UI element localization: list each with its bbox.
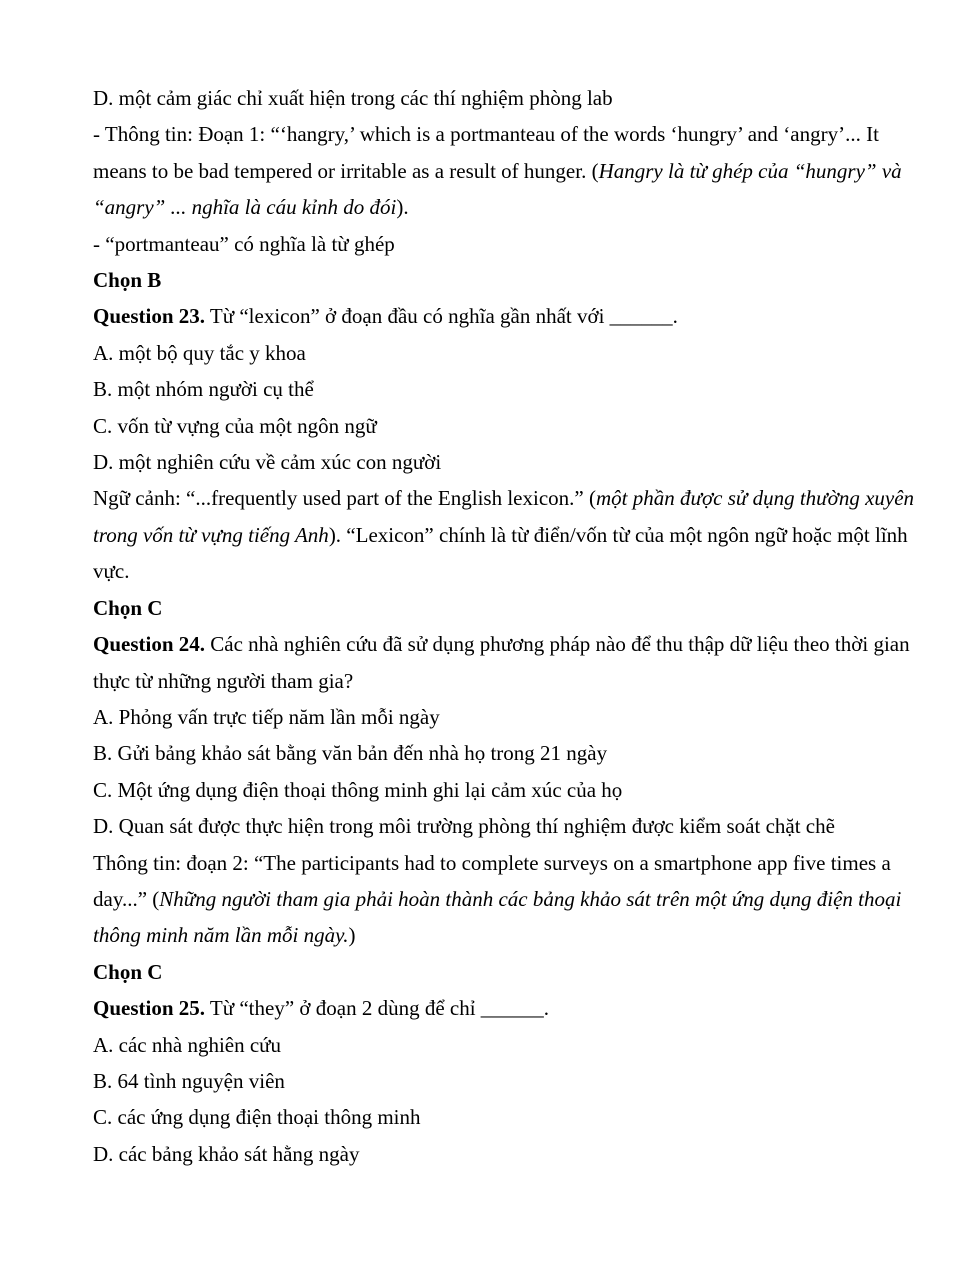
text-segment: - “portmanteau” có nghĩa là từ ghép <box>93 231 395 256</box>
document-body <box>93 80 915 1172</box>
text-segment: A. Phỏng vấn trực tiếp năm lần mỗi ngày <box>93 704 440 729</box>
text-segment: means to be bad tempered or irritable as a result of hunger. ( <box>93 158 599 183</box>
q22-answer-key <box>93 262 893 298</box>
q22-info-line-2 <box>93 153 902 189</box>
text-segment: Từ “they” ở đoạn 2 dùng để chỉ ______. <box>205 996 550 1021</box>
q24-option-a <box>93 699 893 735</box>
text-segment: Các nhà nghiên cứu đã sử dụng phương pháp nào để thu thập dữ liệu theo thời gian <box>205 632 910 657</box>
q24-question-line-2 <box>93 663 893 699</box>
q24-option-b <box>93 735 893 771</box>
q24-info-line-3 <box>93 917 893 953</box>
text-segment: - Thông tin: Đoạn 1: “‘hangry,’ which is a portmanteau of the words ‘hungry’ and ‘angry’... It <box>93 122 879 147</box>
text-segment: Chọn B <box>93 268 162 293</box>
q24-option-c <box>93 772 893 808</box>
text-segment: A. một bộ quy tắc y khoa <box>93 340 306 365</box>
text-segment: D. Quan sát được thực hiện trong môi trường phòng thí nghiệm được kiểm soát chặt chẽ <box>93 814 835 839</box>
text-segment: Chọn C <box>93 595 163 620</box>
text-segment: thực từ những người tham gia? <box>93 668 354 693</box>
text-segment: trong vốn từ vựng tiếng Anh <box>93 522 329 547</box>
text-segment: ). “Lexicon” chính là từ điển/vốn từ của một ngôn ngữ hoặc một lĩnh <box>328 522 908 547</box>
text-segment: A. các nhà nghiên cứu <box>93 1032 282 1057</box>
q25-option-a <box>93 1027 893 1063</box>
text-segment: B. một nhóm người cụ thể <box>93 377 314 402</box>
q24-info-line-1 <box>93 845 893 881</box>
text-segment: D. một nghiên cứu về cảm xúc con người <box>93 450 442 475</box>
text-segment: ). <box>396 195 409 220</box>
text-segment: C. vốn từ vựng của một ngôn ngữ <box>93 413 377 438</box>
q24-answer-key <box>93 954 893 990</box>
q22-note-portmanteau <box>93 226 893 262</box>
text-segment: Ngữ cảnh: “...frequently used part of the English lexicon.” ( <box>93 486 596 511</box>
q23-explanation-line-3 <box>93 553 893 589</box>
q24-info-line-2 <box>93 881 902 917</box>
text-segment: Chọn C <box>93 959 163 984</box>
q23-option-a <box>93 335 893 371</box>
q22-info-line-3 <box>93 189 893 225</box>
q23-option-c <box>93 408 893 444</box>
q23-explanation-line-1 <box>93 480 915 516</box>
q24-question-line-1 <box>93 626 910 662</box>
text-segment: B. Gửi bảng khảo sát bằng văn bản đến nhà họ trong 21 ngày <box>93 741 608 766</box>
q24-option-d <box>93 808 893 844</box>
q23-explanation-line-2 <box>93 517 908 553</box>
q23-option-b <box>93 371 893 407</box>
text-segment: D. các bảng khảo sát hằng ngày <box>93 1141 360 1166</box>
text-segment: B. 64 tình nguyện viên <box>93 1068 285 1093</box>
q25-option-b <box>93 1063 893 1099</box>
text-segment: C. Một ứng dụng điện thoại thông minh ghi lại cảm xúc của họ <box>93 777 623 802</box>
q25-option-c <box>93 1099 893 1135</box>
q22-info-line-1 <box>93 116 893 152</box>
text-segment: Hangry là từ ghép của “hungry” và <box>598 158 902 183</box>
q25-question <box>93 990 893 1026</box>
text-segment: “angry” ... nghĩa là cáu kỉnh do đói <box>93 195 397 220</box>
q23-question <box>93 298 893 334</box>
text-segment: C. các ứng dụng điện thoại thông minh <box>93 1105 421 1130</box>
q25-option-d <box>93 1136 893 1172</box>
text-segment: thông minh năm lần mỗi ngày. <box>93 923 349 948</box>
text-segment: vực. <box>93 559 130 584</box>
q22-option-d <box>93 80 893 116</box>
q23-option-d <box>93 444 893 480</box>
q23-answer-key <box>93 590 893 626</box>
text-segment: Từ “lexicon” ở đoạn đầu có nghĩa gần nhất với ______. <box>205 304 678 329</box>
text-segment: Những người tham gia phải hoàn thành các bảng khảo sát trên một ứng dụng điện thoại <box>159 886 902 911</box>
text-segment: Question 25. <box>93 996 206 1021</box>
text-segment: ) <box>348 923 356 948</box>
text-segment: D. một cảm giác chỉ xuất hiện trong các thí nghiệm phòng lab <box>93 86 613 110</box>
text-segment: Thông tin: đoạn 2: “The participants had to complete surveys on a smartphone app five times a <box>93 850 891 875</box>
text-segment: day...” ( <box>93 886 160 911</box>
text-segment: Question 24. <box>93 632 206 657</box>
text-segment: Question 23. <box>93 304 206 329</box>
text-segment: một phần được sử dụng thường xuyên <box>595 486 915 511</box>
